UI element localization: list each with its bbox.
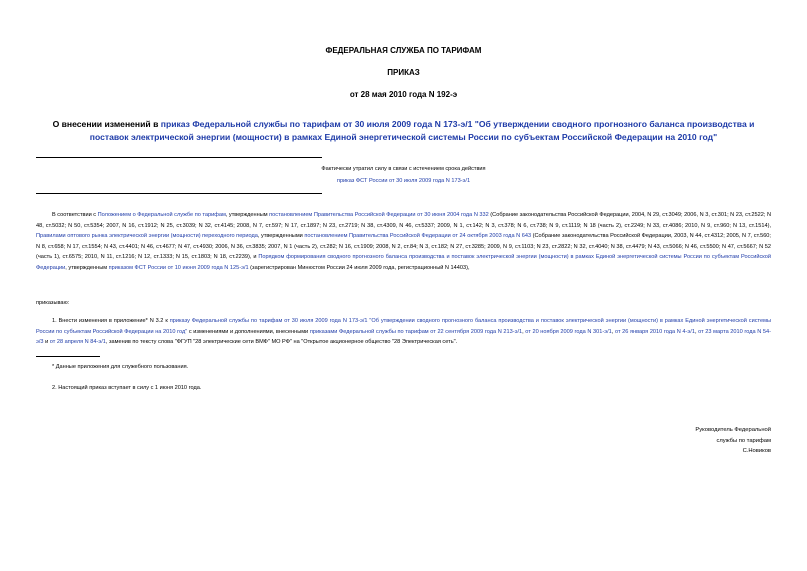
legal-reference-link[interactable]: от 23 марта 2010 года N 54-э/3 <box>36 328 772 345</box>
order-word: приказываю: <box>36 300 70 306</box>
lost-force-note: Фактически утратил силу в связи с истечением срока действия <box>321 166 486 172</box>
document-type: ПРИКАЗ <box>387 68 420 77</box>
agency-name: ФЕДЕРАЛЬНАЯ СЛУЖБА ПО ТАРИФАМ <box>325 46 482 55</box>
paragraph-text: (зарегистрирован Минюстом России 24 июля 2009 года, регистрационный N 14403), <box>248 264 470 271</box>
legal-reference-link[interactable]: Положением о Федеральной службе по тарифам <box>97 212 226 218</box>
paragraph-text: (Собрание законодательства Российской Федерации, 2003, N 44, ст.4312; 2005, N 7, ст.560; N 8, ст.658; N 17, ст.1554; N 43, ст.4401; N 46, ст.4677; N 47, ст.4930; 2006, N 36, ст.3835; 2007, N 1 (часть 2), ст.282; N 16, ст.1909; 2008, N 2, ст.84; N 3, ст.182; N 27, ст.3285; 2009, N 9, ст.1103; N 23, ст.2822; N 32, ст.4040; N 38, ст.4479; N 43, ст.5066; N 46, ст.5500; N 47, ст.5667; N 52 (часть 1), ст.6575; 2010, N 11, ст.1216; N 12, ст.1333; N 15, ст.1803; N 18, ст.2239), и <box>36 233 771 260</box>
preamble-paragraph <box>36 210 771 273</box>
signature-line-2: службы по тарифам <box>716 437 771 444</box>
footnote-text: * Данные приложения для служебного пользования. <box>52 364 189 370</box>
document-title <box>36 118 771 144</box>
paragraph-text: , <box>611 328 615 335</box>
paragraph-text: с изменениями и дополнениями, внесенными <box>187 328 310 335</box>
divider-bottom <box>36 193 322 194</box>
title-amended-order-link[interactable]: приказ Федеральной службы по тарифам от 30 июля 2009 года N 173-э/1 "Об утверждении сводного прогнозного баланса производства и поставок электрической энергии (мощности) в рамках Единой энергетической системы России по субъектам Российской Федерации на 2010 год" <box>89 119 755 142</box>
paragraph-text: , <box>522 328 526 335</box>
footnote-divider <box>36 356 100 357</box>
paragraph-text: , утвержденным <box>65 264 109 271</box>
legal-reference-link[interactable]: от 28 апреля N 84-э/1 <box>49 339 106 345</box>
legal-reference-link[interactable]: приказу Федеральной службы по тарифам от 30 июля 2009 года N 173-э/1 "Об утверждении сводного прогнозного баланса производства и поставок электрической энергии (мощности) в рамках Единой энергетической системы России по субъектам Российской Федерации на 2010 год" <box>36 318 771 335</box>
lost-force-link[interactable]: приказ ФСТ России от 30 июля 2009 года N 173-э/1 <box>336 178 471 184</box>
legal-reference-link[interactable]: постановлением Правительства Российской Федерации от 30 июня 2004 года N 332 <box>269 212 489 218</box>
legal-reference-link[interactable]: Порядком формирования сводного прогнозного баланса производства и поставок электрической энергии (мощности) в рамках Единой энергетической системы России по субъектам Российской Федерации <box>36 254 771 271</box>
clause-2-paragraph: 2. Настоящий приказ вступает в силу с 1 июня 2010 года. <box>52 385 202 391</box>
legal-reference-link[interactable]: приказами Федеральной службы по тарифам от 22 сентября 2009 года N 213-э/1 <box>309 328 523 335</box>
legal-reference-link[interactable]: Правилами оптового рынка электрической энергии (мощности) переходного периода <box>36 233 258 239</box>
legal-reference-link[interactable]: от 20 ноября 2009 года N 301-э/1 <box>525 328 612 335</box>
divider-top <box>36 157 322 158</box>
signature-name: С.Новиков <box>742 448 771 454</box>
paragraph-text: (Собрание законодательства Российской Федерации, 2004, N 29, ст.3049; 2006, N 3, ст.301; N 23, ст.2522; N 48, ст.5032; N 50, ст.5354; 2007, N 16, ст.1912; N 25, ст.3039; N 32, ст.4145; 2008, N 7, ст.597; N 17, ст.1897; N 23, ст.2719; N 38, ст.4309, N 46, ст.5337; 2009, N 1, ст.142; N 3, ст.378; N 6, ст.738; N 9, ст.1119; N 18 (часть 2), ст.2249; N 33, ст.4086; 2010, N 9, ст.960; N 13, ст.1514), <box>36 212 771 229</box>
paragraph-text: , <box>694 328 699 335</box>
document-date-number: от 28 мая 2010 года N 192-э <box>349 90 458 99</box>
paragraph-text: , утвержденным <box>225 212 270 218</box>
paragraph-text: , утвержденными <box>257 233 305 239</box>
signature-block <box>695 425 771 457</box>
paragraph-text: и <box>43 339 50 345</box>
legal-reference-link[interactable]: от 26 января 2010 года N 4-э/1 <box>614 328 695 335</box>
legal-reference-link[interactable]: приказом ФСТ России от 10 июня 2009 года N 125-э/1 <box>108 264 249 271</box>
paragraph-text: 1. Внести изменения в приложение* N 3.2 к <box>52 318 170 324</box>
legal-reference-link[interactable]: постановлением Правительства Российской Федерации от 24 октября 2003 года N 643 <box>304 233 532 239</box>
clause-1-paragraph <box>36 316 771 348</box>
title-prefix: О внесении изменений в <box>52 119 161 129</box>
paragraph-text: , заменив по тексту слова "ФГУП "28 электрические сети ВМФ" МО РФ" на "Открытое акционерное общество "28 Электрическая сеть". <box>105 339 458 345</box>
paragraph-text: В соответствии с <box>52 212 98 218</box>
signature-line-1: Руководитель Федеральной <box>695 427 771 433</box>
